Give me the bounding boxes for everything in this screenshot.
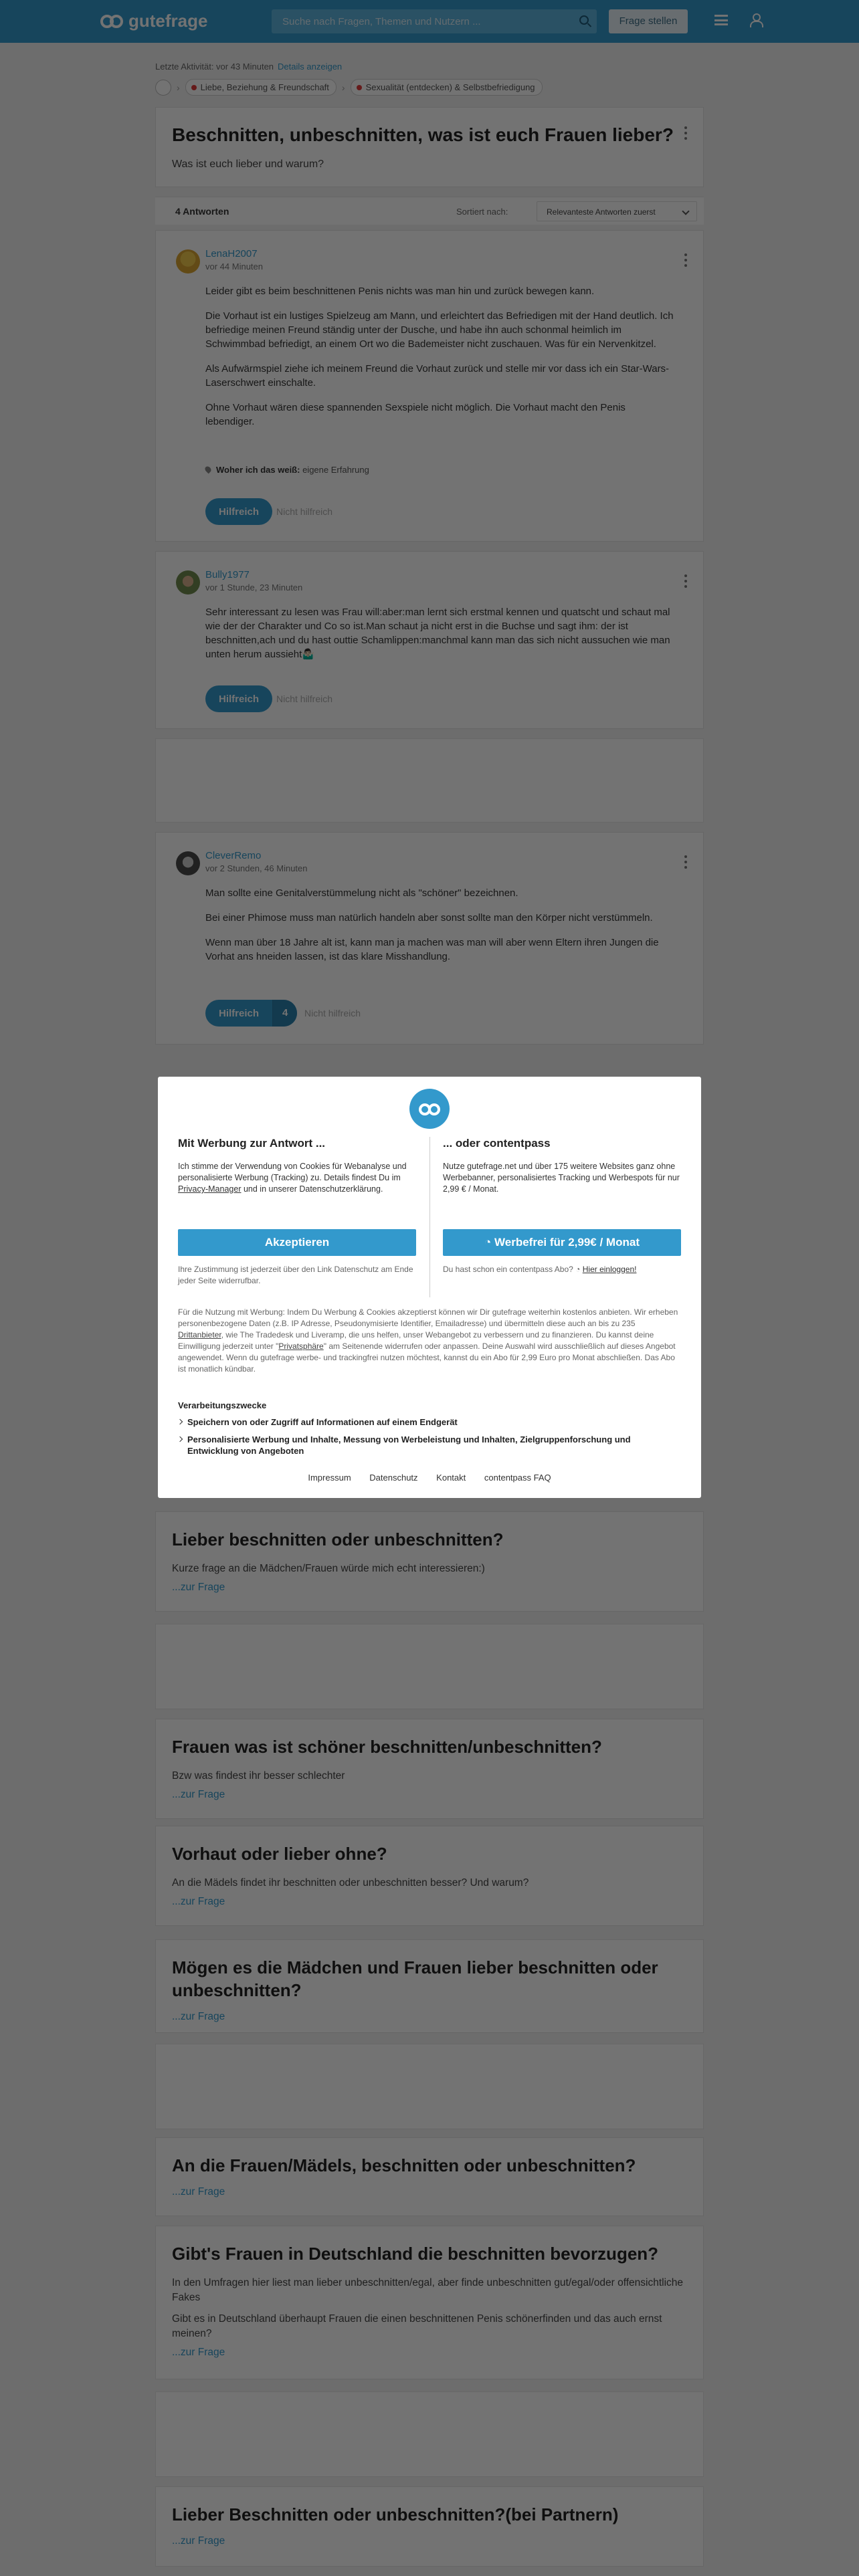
- legal-text-part: " am Seitenende widerrufen oder anpassen. Deine Auswahl wird ausschließlich auf dieses Angebot angewendet. Wenn du gutefrage werbe- und trackingfrei nutzen möchtest, kannst du ein Abo für 2,99 Euro pro Monat abschließen. Das Abo ist monatlich kündbar.: [178, 1341, 676, 1374]
- legal-text: [178, 1307, 681, 1375]
- consent-left-title: Mit Werbung zur Antwort ...: [178, 1137, 326, 1150]
- contentpass-faq-link[interactable]: contentpass FAQ: [484, 1473, 551, 1483]
- purpose-item[interactable]: Personalisierte Werbung und Inhalte, Messung von Werbeleistung und Inhalten, Zielgruppenforschung und Entwicklung von Angeboten: [178, 1434, 673, 1457]
- accept-button[interactable]: Akzeptieren: [178, 1229, 416, 1256]
- consent-right-column: [443, 1137, 681, 1195]
- impressum-link[interactable]: Impressum: [308, 1473, 351, 1483]
- privacy-link[interactable]: Privatsphäre: [278, 1341, 324, 1351]
- consent-footer-links: [158, 1473, 701, 1483]
- consent-right-title: ... oder contentpass: [443, 1137, 551, 1150]
- consent-right-text: Nutze gutefrage.net und über 175 weitere Websites ganz ohne Werbebanner, personalisiertes Tracking und Werbespots für nur 2,99 € / Monat.: [443, 1162, 680, 1194]
- consent-left-text: [178, 1161, 416, 1195]
- datenschutz-link[interactable]: Datenschutz: [369, 1473, 418, 1483]
- consent-text: und in unserer Datenschutzerklärung.: [243, 1184, 383, 1194]
- third-party-link[interactable]: Drittanbieter: [178, 1330, 221, 1339]
- kontakt-link[interactable]: Kontakt: [436, 1473, 466, 1483]
- purpose-item[interactable]: Speichern von oder Zugriff auf Informationen auf einem Endgerät: [178, 1416, 673, 1428]
- consent-text: Ich stimme der Verwendung von Cookies für Webanalyse und personalisierte Werbung (Tracking) zu. Details findest Du im: [178, 1162, 407, 1182]
- purposes-title: Verarbeitungszwecke: [178, 1400, 267, 1410]
- login-note: Du hast schon ein contentpass Abo? ◔ Hier einloggen!: [443, 1265, 637, 1274]
- consent-dialog: [158, 1077, 701, 1498]
- consent-left-column: [178, 1137, 416, 1195]
- login-text: Du hast schon ein contentpass Abo?: [443, 1265, 573, 1274]
- contentpass-icon: ◔: [484, 1236, 495, 1249]
- login-link[interactable]: Hier einloggen!: [582, 1265, 637, 1274]
- privacy-manager-link[interactable]: Privacy-Manager: [178, 1184, 242, 1194]
- legal-text-part: , wie The Tradedesk und Liveramp, die uns helfen, unser Webangebot zu verbessern und zu finanzieren. Du kannst deine Einwilligung jederzeit unter ": [178, 1330, 654, 1351]
- revoke-note: Ihre Zustimmung ist jederzeit über den Link Datenschutz am Ende jeder Seite widerrufbar.: [178, 1265, 413, 1285]
- gutefrage-logo-icon: [409, 1089, 450, 1129]
- contentpass-button[interactable]: [443, 1229, 681, 1256]
- legal-text-part: Für die Nutzung mit Werbung: Indem Du Werbung & Cookies akzeptierst können wir Dir gutefrage weiterhin kostenlos anbieten. Wir erheben personenbezogene Daten (z.B. IP Adresse, Pseudonymisierte Identifier, Emailadresse) und übermitteln diese auch an bis zu 235: [178, 1307, 678, 1328]
- contentpass-label: Werbefrei für 2,99€ / Monat: [494, 1236, 640, 1249]
